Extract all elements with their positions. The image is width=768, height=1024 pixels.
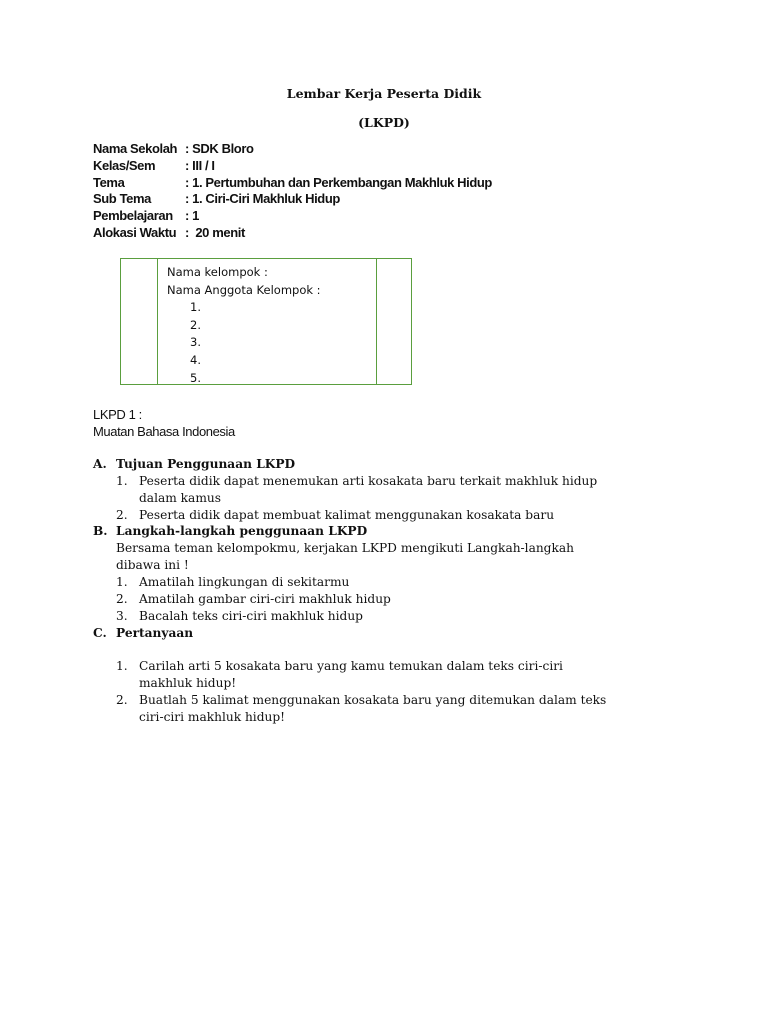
group-cell — [167, 264, 321, 387]
member-slot: 5. — [190, 370, 201, 385]
item-text: Peserta didik dapat membuat kalimat menggunakan kosakata baru — [139, 508, 555, 522]
item-number: 1. — [116, 575, 128, 589]
info-value: : SDK Bloro — [185, 141, 254, 156]
info-label: Sub Tema — [93, 191, 151, 207]
info-label: Kelas/Sem — [93, 157, 156, 173]
section-intro: dibawa ini ! — [116, 558, 189, 572]
member-slot: 1. — [190, 300, 201, 315]
info-value: : 20 menit — [185, 224, 245, 240]
lkpd-heading: LKPD 1 : — [93, 407, 142, 422]
document-subtitle: (LKPD) — [358, 115, 410, 130]
document-title: Lembar Kerja Peserta Didik — [286, 86, 482, 101]
item-text: Bacalah teks ciri-ciri makhluk hidup — [139, 609, 363, 623]
lkpd-subject: Muatan Bahasa Indonesia — [93, 424, 235, 439]
section-title: Pertanyaan — [116, 626, 194, 640]
info-label: Pembelajaran — [93, 208, 173, 224]
item-text: ciri-ciri makhluk hidup! — [139, 710, 286, 724]
section-title: Tujuan Penggunaan LKPD — [116, 457, 296, 471]
info-label: Alokasi Waktu — [93, 224, 177, 240]
section-letter: A. — [93, 457, 107, 471]
info-value: : III / I — [185, 157, 215, 173]
item-text: Amatilah lingkungan di sekitarmu — [139, 575, 350, 589]
item-number: 3. — [116, 609, 128, 623]
item-text: Amatilah gambar ciri-ciri makhluk hidup — [139, 592, 391, 606]
item-text: Buatlah 5 kalimat menggunakan kosakata baru yang ditemukan dalam teks — [139, 693, 607, 707]
item-number: 2. — [116, 508, 128, 522]
section-letter: C. — [93, 626, 107, 640]
section-letter: B. — [93, 524, 108, 538]
item-text: Carilah arti 5 kosakata baru yang kamu temukan dalam teks ciri-ciri — [139, 659, 563, 673]
table-divider — [157, 259, 158, 384]
member-slot: 2. — [190, 317, 201, 332]
member-slot: 4. — [190, 352, 201, 367]
item-text: makhluk hidup! — [139, 676, 237, 690]
info-row-lesson — [93, 208, 492, 225]
item-number: 1. — [116, 659, 128, 673]
item-text: Peserta didik dapat menemukan arti kosakata baru terkait makhluk hidup — [139, 474, 598, 488]
member-slot: 3. — [190, 335, 201, 350]
info-value: : 1. Ciri-Ciri Makhluk Hidup — [185, 191, 340, 207]
section-intro: Bersama teman kelompokmu, kerjakan LKPD mengikuti Langkah-langkah — [116, 541, 574, 555]
item-number: 2. — [116, 693, 128, 707]
info-row-time — [93, 225, 492, 242]
info-row-subtheme — [93, 191, 492, 208]
info-block — [93, 141, 492, 242]
item-number: 2. — [116, 592, 128, 606]
lkpd-heading-block — [93, 406, 235, 440]
group-name-label: Nama kelompok : — [167, 265, 268, 279]
group-members-label: Nama Anggota Kelompok : — [167, 282, 321, 297]
item-text: dalam kamus — [139, 491, 221, 505]
info-label: Tema — [93, 174, 125, 190]
info-label: Nama Sekolah — [93, 141, 178, 156]
info-row-theme — [93, 175, 492, 192]
table-divider — [376, 259, 377, 384]
group-table — [120, 258, 412, 385]
info-row-school — [93, 141, 492, 158]
info-row-class — [93, 158, 492, 175]
section-title: Langkah-langkah penggunaan LKPD — [116, 524, 368, 538]
info-value: : 1. Pertumbuhan dan Perkembangan Makhluk Hidup — [185, 174, 492, 190]
info-value: : 1 — [185, 208, 199, 224]
item-number: 1. — [116, 474, 128, 488]
